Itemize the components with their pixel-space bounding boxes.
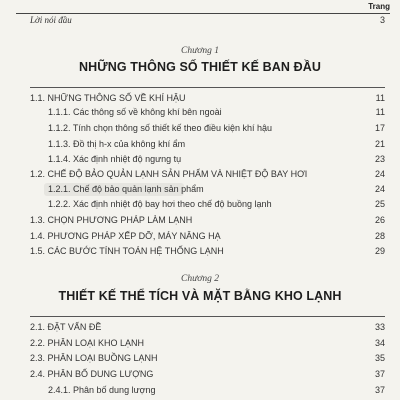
toc-entry-preface[interactable] bbox=[30, 15, 385, 26]
toc-entry-title: 1.1. NHỮNG THÔNG SỐ VỀ KHÍ HẬU bbox=[30, 93, 186, 103]
toc-entry-title: 2.1. ĐẶT VẤN ĐỀ bbox=[30, 322, 102, 332]
toc-entry-page: 23 bbox=[374, 154, 385, 164]
toc-entry-title: 1.1.3. Đồ thị h-x của không khí ẩm bbox=[48, 139, 186, 149]
toc-entry-page: 17 bbox=[374, 123, 385, 133]
toc-entry-title: 2.3. PHÂN LOẠI BUỒNG LẠNH bbox=[30, 353, 158, 363]
toc-entry[interactable] bbox=[30, 169, 385, 180]
toc-entry[interactable] bbox=[30, 338, 385, 349]
toc-entry-title: 2.4. PHÂN BỐ DUNG LƯỢNG bbox=[30, 369, 154, 379]
toc-entry[interactable] bbox=[48, 385, 385, 396]
chapter-label: Chương 2 bbox=[181, 274, 219, 284]
toc-entry[interactable] bbox=[30, 369, 385, 380]
toc-entry-page: 34 bbox=[374, 338, 385, 348]
toc-entry-page: 26 bbox=[374, 215, 385, 225]
toc-entry-page: 33 bbox=[374, 322, 385, 332]
page-column-header: Trang bbox=[368, 2, 390, 11]
toc-entry[interactable] bbox=[30, 231, 385, 242]
toc-entry-page: 24 bbox=[374, 169, 385, 179]
toc-entry[interactable] bbox=[48, 123, 385, 134]
toc-entry-title: 1.2.1. Chế độ bảo quản lạnh sản phẩm bbox=[48, 184, 204, 194]
chapter-title: THIẾT KẾ THỂ TÍCH VÀ MẶT BẰNG KHO LẠNH bbox=[58, 289, 342, 303]
toc-entry-title: 1.1.4. Xác định nhiệt độ ngưng tụ bbox=[48, 154, 182, 164]
toc-entry-title: 1.3. CHỌN PHƯƠNG PHÁP LÀM LẠNH bbox=[30, 215, 193, 225]
toc-entry-title: Lời nói đầu bbox=[30, 15, 72, 25]
toc-entry-page: 11 bbox=[375, 107, 385, 117]
toc-entry-title: 2.4.1. Phân bố dung lượng bbox=[48, 385, 156, 395]
toc-entry-title: 2.2. PHÂN LOẠI KHO LẠNH bbox=[30, 338, 145, 348]
header-rule bbox=[16, 13, 390, 14]
toc-entry-page: 37 bbox=[374, 385, 385, 395]
toc-entry[interactable] bbox=[30, 246, 385, 257]
toc-entry-title: 1.5. CÁC BƯỚC TÍNH TOÁN HỆ THỐNG LẠNH bbox=[30, 246, 224, 256]
toc-entry-page: 37 bbox=[374, 369, 385, 379]
toc-entry[interactable] bbox=[48, 107, 385, 118]
toc-entry[interactable] bbox=[48, 139, 385, 150]
chapter-separator bbox=[30, 87, 385, 88]
toc-entry-page: 28 bbox=[374, 231, 385, 241]
toc-entry[interactable] bbox=[30, 322, 385, 333]
toc-entry-page: 29 bbox=[374, 246, 385, 256]
toc-entry-title: 1.1.2. Tính chọn thông số thiết kế theo điều kiện khí hậu bbox=[48, 123, 272, 133]
chapter-title: NHỮNG THÔNG SỐ THIẾT KẾ BAN ĐẦU bbox=[79, 60, 321, 74]
toc-entry-page: 11 bbox=[375, 93, 385, 103]
chapter-separator bbox=[30, 316, 385, 317]
toc-entry-page: 25 bbox=[374, 199, 385, 209]
toc-entry-page: 21 bbox=[374, 139, 385, 149]
toc-entry[interactable] bbox=[30, 93, 385, 104]
toc-entry-title: 1.2.2. Xác định nhiệt độ bay hơi theo chế độ buồng lạnh bbox=[48, 199, 272, 209]
toc-entry-title: 1.1.1. Các thông số về không khí bên ngoài bbox=[48, 107, 222, 117]
chapter-label: Chương 1 bbox=[181, 46, 219, 56]
toc-entry[interactable] bbox=[48, 184, 385, 195]
toc-entry[interactable] bbox=[30, 215, 385, 226]
toc-entry[interactable] bbox=[48, 199, 385, 210]
toc-entry-title: 1.4. PHƯƠNG PHÁP XẾP DỠ, MÁY NÂNG HẠ bbox=[30, 231, 221, 241]
toc-entry[interactable] bbox=[30, 353, 385, 364]
toc-entry-page: 24 bbox=[374, 184, 385, 194]
toc-entry-page: 3 bbox=[379, 15, 385, 25]
toc-entry-title: 1.2. CHẾ ĐỘ BẢO QUẢN LẠNH SẢN PHẨM VÀ NHIỆT ĐỘ BAY HƠI bbox=[30, 169, 308, 179]
toc-entry[interactable] bbox=[48, 154, 385, 165]
toc-entry-page: 35 bbox=[374, 353, 385, 363]
